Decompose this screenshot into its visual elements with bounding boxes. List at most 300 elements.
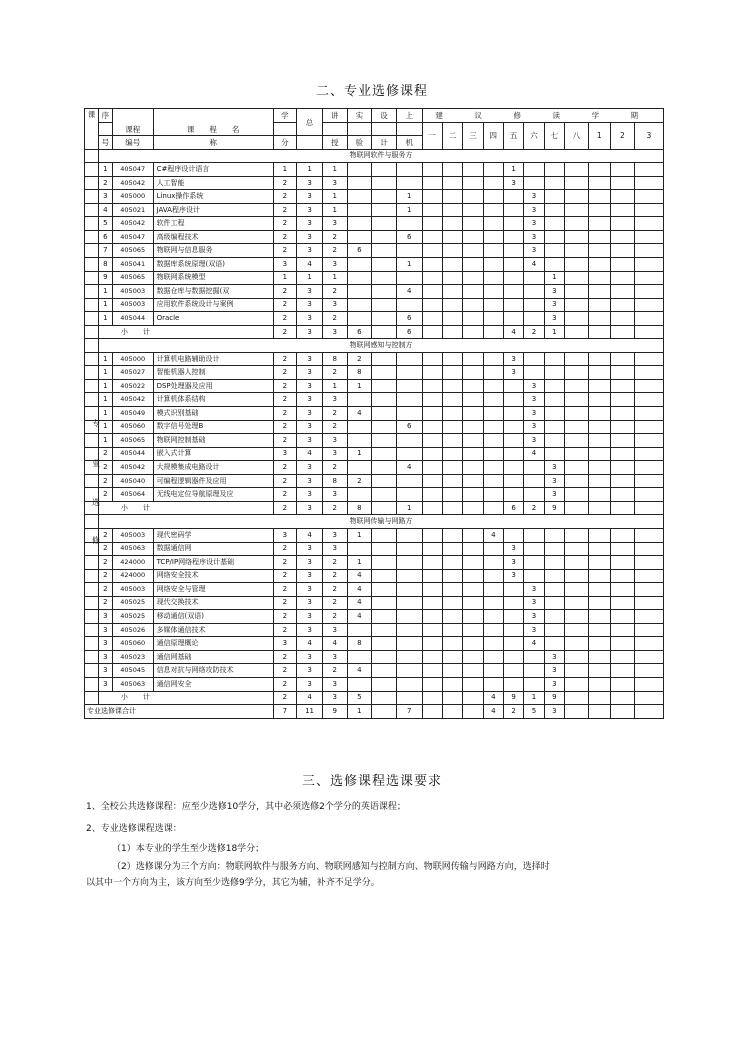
table-row xyxy=(85,583,664,597)
table-row xyxy=(85,407,664,421)
value-cell xyxy=(442,705,462,719)
value-cell xyxy=(347,176,372,190)
value-cell: 2 xyxy=(322,583,347,597)
value-cell xyxy=(396,691,422,705)
value-cell xyxy=(634,190,663,204)
value-cell: 3 xyxy=(273,637,297,651)
header-category: 课 xyxy=(85,109,99,150)
value-cell xyxy=(463,556,483,570)
course-code: 405065 xyxy=(112,271,153,285)
course-name: 人工智能 xyxy=(153,176,273,190)
value-cell xyxy=(483,677,503,691)
value-cell xyxy=(442,596,462,610)
value-cell xyxy=(588,691,611,705)
value-cell xyxy=(347,298,372,312)
value-cell xyxy=(463,298,483,312)
grand-total-row xyxy=(85,705,664,719)
value-cell: 4 xyxy=(483,691,503,705)
value-cell: 3 xyxy=(273,447,297,461)
value-cell: 2 xyxy=(273,190,297,204)
course-name: 通信原理概论 xyxy=(153,637,273,651)
category-cell xyxy=(85,190,99,204)
value-cell xyxy=(588,664,611,678)
value-cell xyxy=(611,488,635,502)
value-cell xyxy=(611,203,635,217)
value-cell: 3 xyxy=(297,298,323,312)
value-cell: 1 xyxy=(273,271,297,285)
value-cell: 2 xyxy=(524,501,544,515)
value-cell xyxy=(544,637,564,651)
value-cell: 8 xyxy=(322,352,347,366)
value-cell xyxy=(463,271,483,285)
table-row xyxy=(85,474,664,488)
value-cell: 3 xyxy=(322,258,347,272)
value-cell xyxy=(565,407,589,421)
value-cell xyxy=(372,474,397,488)
section-3-title: 三、选修课程选课要求 xyxy=(301,774,442,789)
seq-cell: 1 xyxy=(98,379,112,393)
header-semester: 七 xyxy=(544,122,564,149)
value-cell: 3 xyxy=(524,596,544,610)
course-code: 405003 xyxy=(112,583,153,597)
value-cell: 3 xyxy=(544,705,564,719)
value-cell xyxy=(544,610,564,624)
header-computer-bottom: 机 xyxy=(396,136,422,150)
course-code: 405025 xyxy=(112,610,153,624)
value-cell: 1 xyxy=(347,705,372,719)
value-cell xyxy=(565,569,589,583)
value-cell xyxy=(588,258,611,272)
seq-cell: 1 xyxy=(98,352,112,366)
value-cell xyxy=(396,366,422,380)
table-row xyxy=(85,244,664,258)
table-row xyxy=(85,596,664,610)
value-cell: 3 xyxy=(297,393,323,407)
value-cell: 3 xyxy=(524,610,544,624)
course-code: 405065 xyxy=(112,244,153,258)
category-cell xyxy=(85,176,99,190)
value-cell xyxy=(463,176,483,190)
value-cell xyxy=(442,556,462,570)
table-row xyxy=(85,420,664,434)
value-cell xyxy=(483,637,503,651)
value-cell: 3 xyxy=(322,623,347,637)
category-cell xyxy=(85,203,99,217)
value-cell: 2 xyxy=(322,556,347,570)
value-cell xyxy=(565,705,589,719)
value-cell: 2 xyxy=(273,461,297,475)
value-cell: 2 xyxy=(273,298,297,312)
value-cell xyxy=(483,203,503,217)
value-cell xyxy=(544,393,564,407)
course-name: TCP/IP网络程序设计基础 xyxy=(153,556,273,570)
value-cell: 1 xyxy=(396,501,422,515)
category-cell xyxy=(85,217,99,231)
value-cell: 6 xyxy=(347,325,372,339)
value-cell xyxy=(422,420,442,434)
value-cell xyxy=(483,583,503,597)
value-cell xyxy=(463,474,483,488)
header-total: 总 xyxy=(297,109,323,136)
seq-cell: 1 xyxy=(98,407,112,421)
value-cell xyxy=(588,705,611,719)
value-cell xyxy=(483,352,503,366)
value-cell xyxy=(611,501,635,515)
value-cell xyxy=(347,258,372,272)
value-cell: 3 xyxy=(322,325,347,339)
value-cell xyxy=(422,407,442,421)
value-cell: 3 xyxy=(503,176,523,190)
value-cell xyxy=(634,488,663,502)
value-cell: 1 xyxy=(544,325,564,339)
value-cell: 4 xyxy=(483,705,503,719)
value-cell: 3 xyxy=(322,217,347,231)
subtotal-label: 小 计 xyxy=(98,325,273,339)
value-cell xyxy=(588,285,611,299)
table-row xyxy=(85,258,664,272)
value-cell: 2 xyxy=(273,176,297,190)
value-cell xyxy=(422,190,442,204)
value-cell xyxy=(422,379,442,393)
seq-cell: 9 xyxy=(98,271,112,285)
value-cell: 2 xyxy=(273,501,297,515)
value-cell xyxy=(611,230,635,244)
value-cell xyxy=(611,583,635,597)
value-cell: 2 xyxy=(273,244,297,258)
table-row xyxy=(85,650,664,664)
value-cell xyxy=(372,366,397,380)
course-name: 网络安全技术 xyxy=(153,569,273,583)
category-label-char: 业 xyxy=(92,459,100,468)
value-cell xyxy=(588,501,611,515)
value-cell xyxy=(372,637,397,651)
value-cell xyxy=(503,420,523,434)
header-name: 课 程 名 xyxy=(153,109,273,136)
category-cell xyxy=(85,258,99,272)
seq-cell: 3 xyxy=(98,610,112,624)
value-cell xyxy=(588,623,611,637)
value-cell xyxy=(372,217,397,231)
value-cell: 2 xyxy=(273,217,297,231)
category-cell xyxy=(85,474,99,488)
value-cell xyxy=(483,501,503,515)
value-cell: 2 xyxy=(503,705,523,719)
value-cell xyxy=(396,569,422,583)
value-cell: 2 xyxy=(273,366,297,380)
value-cell xyxy=(524,271,544,285)
header-lecture-bottom: 授 xyxy=(322,136,347,150)
value-cell xyxy=(483,190,503,204)
course-name: 通信网基础 xyxy=(153,650,273,664)
value-cell xyxy=(611,285,635,299)
table-row xyxy=(85,163,664,177)
value-cell xyxy=(544,583,564,597)
value-cell xyxy=(422,637,442,651)
value-cell xyxy=(483,325,503,339)
value-cell: 9 xyxy=(544,501,564,515)
value-cell xyxy=(565,596,589,610)
value-cell xyxy=(503,623,523,637)
value-cell: 3 xyxy=(524,407,544,421)
value-cell xyxy=(463,705,483,719)
category-cell xyxy=(85,339,99,353)
value-cell: 2 xyxy=(273,203,297,217)
value-cell xyxy=(442,488,462,502)
value-cell xyxy=(396,163,422,177)
value-cell xyxy=(524,488,544,502)
value-cell xyxy=(544,407,564,421)
value-cell xyxy=(588,583,611,597)
value-cell xyxy=(463,542,483,556)
value-cell xyxy=(565,610,589,624)
value-cell: 4 xyxy=(347,407,372,421)
value-cell xyxy=(588,677,611,691)
value-cell xyxy=(422,312,442,326)
value-cell xyxy=(372,542,397,556)
value-cell xyxy=(565,447,589,461)
value-cell: 3 xyxy=(322,393,347,407)
value-cell: 2 xyxy=(273,407,297,421)
value-cell xyxy=(503,583,523,597)
value-cell xyxy=(634,420,663,434)
value-cell xyxy=(503,488,523,502)
value-cell xyxy=(634,583,663,597)
value-cell: 8 xyxy=(322,474,347,488)
value-cell xyxy=(483,176,503,190)
value-cell xyxy=(442,271,462,285)
value-cell xyxy=(503,230,523,244)
seq-cell: 2 xyxy=(98,488,112,502)
value-cell xyxy=(463,664,483,678)
category-cell xyxy=(85,583,99,597)
value-cell xyxy=(611,691,635,705)
course-code: 405042 xyxy=(112,176,153,190)
value-cell xyxy=(503,407,523,421)
value-cell xyxy=(396,298,422,312)
course-name: JAVA程序设计 xyxy=(153,203,273,217)
value-cell xyxy=(372,528,397,542)
value-cell xyxy=(347,190,372,204)
value-cell xyxy=(503,447,523,461)
seq-cell: 2 xyxy=(98,461,112,475)
value-cell: 2 xyxy=(273,325,297,339)
value-cell: 3 xyxy=(297,407,323,421)
value-cell xyxy=(588,434,611,448)
section-header-row xyxy=(85,149,664,163)
section-header-row xyxy=(85,515,664,529)
value-cell: 4 xyxy=(347,583,372,597)
value-cell: 3 xyxy=(297,190,323,204)
value-cell xyxy=(588,244,611,258)
value-cell xyxy=(588,650,611,664)
value-cell xyxy=(524,677,544,691)
value-cell xyxy=(634,230,663,244)
course-name: 数据通信网 xyxy=(153,542,273,556)
course-code: 405003 xyxy=(112,298,153,312)
value-cell: 3 xyxy=(297,285,323,299)
category-cell xyxy=(85,610,99,624)
header-semester: 二 xyxy=(442,122,462,149)
table-row xyxy=(85,176,664,190)
course-code: 405042 xyxy=(112,393,153,407)
value-cell xyxy=(483,650,503,664)
seq-cell: 3 xyxy=(98,623,112,637)
value-cell: 1 xyxy=(297,271,323,285)
value-cell xyxy=(396,407,422,421)
value-cell: 2 xyxy=(322,664,347,678)
value-cell xyxy=(503,650,523,664)
value-cell xyxy=(565,434,589,448)
header-semester-group: 建 议 修 读 学 期 xyxy=(422,109,663,123)
category-cell xyxy=(85,393,99,407)
value-cell xyxy=(634,637,663,651)
value-cell: 3 xyxy=(322,176,347,190)
value-cell xyxy=(524,285,544,299)
value-cell xyxy=(396,596,422,610)
value-cell xyxy=(442,312,462,326)
header-lab: 实 xyxy=(347,109,372,123)
header-lab-mid xyxy=(347,122,372,136)
course-code: 405022 xyxy=(112,379,153,393)
value-cell xyxy=(565,623,589,637)
value-cell xyxy=(634,474,663,488)
value-cell xyxy=(544,163,564,177)
value-cell xyxy=(611,447,635,461)
table-row xyxy=(85,664,664,678)
value-cell xyxy=(396,352,422,366)
value-cell xyxy=(503,637,523,651)
value-cell xyxy=(442,610,462,624)
value-cell xyxy=(483,271,503,285)
table-row xyxy=(85,379,664,393)
value-cell xyxy=(463,230,483,244)
value-cell: 3 xyxy=(297,244,323,258)
value-cell xyxy=(503,434,523,448)
value-cell xyxy=(372,393,397,407)
category-label-char: 修 xyxy=(92,536,100,545)
seq-cell: 7 xyxy=(98,244,112,258)
value-cell xyxy=(372,190,397,204)
value-cell xyxy=(565,379,589,393)
value-cell xyxy=(588,163,611,177)
header-semester: 五 xyxy=(503,122,523,149)
value-cell: 3 xyxy=(297,461,323,475)
value-cell xyxy=(588,447,611,461)
seq-cell: 3 xyxy=(98,677,112,691)
value-cell xyxy=(588,366,611,380)
value-cell xyxy=(463,637,483,651)
value-cell xyxy=(442,258,462,272)
value-cell xyxy=(565,176,589,190)
value-cell: 3 xyxy=(273,528,297,542)
value-cell: 3 xyxy=(297,623,323,637)
value-cell xyxy=(588,312,611,326)
value-cell: 3 xyxy=(544,664,564,678)
value-cell xyxy=(396,217,422,231)
value-cell xyxy=(503,393,523,407)
value-cell xyxy=(442,420,462,434)
value-cell xyxy=(422,569,442,583)
value-cell xyxy=(611,637,635,651)
value-cell xyxy=(503,596,523,610)
value-cell xyxy=(565,230,589,244)
value-cell xyxy=(442,542,462,556)
header-design-mid xyxy=(372,122,397,136)
category-cell xyxy=(85,677,99,691)
value-cell xyxy=(565,677,589,691)
value-cell: 4 xyxy=(503,325,523,339)
value-cell xyxy=(422,528,442,542)
value-cell: 2 xyxy=(347,352,372,366)
table-row xyxy=(85,528,664,542)
header-semester: 3 xyxy=(634,122,663,149)
value-cell xyxy=(611,258,635,272)
value-cell xyxy=(396,434,422,448)
seq-cell: 3 xyxy=(98,637,112,651)
category-cell xyxy=(85,650,99,664)
value-cell xyxy=(483,556,503,570)
value-cell: 2 xyxy=(322,407,347,421)
value-cell: 8 xyxy=(347,637,372,651)
value-cell: 1 xyxy=(322,379,347,393)
value-cell xyxy=(396,556,422,570)
value-cell xyxy=(442,325,462,339)
value-cell xyxy=(503,285,523,299)
section-title: 物联网传输与网路方 xyxy=(98,515,663,529)
header-semester: 四 xyxy=(483,122,503,149)
value-cell xyxy=(463,190,483,204)
value-cell xyxy=(634,379,663,393)
course-code: 405021 xyxy=(112,203,153,217)
value-cell xyxy=(372,650,397,664)
course-name: 现代交换技术 xyxy=(153,596,273,610)
value-cell xyxy=(634,244,663,258)
value-cell: 2 xyxy=(273,664,297,678)
value-cell xyxy=(442,203,462,217)
value-cell xyxy=(634,407,663,421)
requirement-2-2: （2）选修课分为三个方向：物联网软件与服务方向、物联网感知与控制方向、物联网传输与网路方向，选择时 xyxy=(112,862,550,872)
value-cell xyxy=(634,203,663,217)
category-cell xyxy=(85,569,99,583)
value-cell: 3 xyxy=(524,190,544,204)
value-cell xyxy=(483,312,503,326)
value-cell xyxy=(442,461,462,475)
course-code: 405044 xyxy=(112,312,153,326)
value-cell: 3 xyxy=(524,244,544,258)
value-cell xyxy=(483,393,503,407)
seq-cell: 1 xyxy=(98,163,112,177)
value-cell xyxy=(483,420,503,434)
value-cell xyxy=(611,407,635,421)
grand-total-label: 专业选修课合计 xyxy=(85,705,274,719)
seq-cell: 2 xyxy=(98,569,112,583)
course-name: 模式识别基础 xyxy=(153,407,273,421)
value-cell xyxy=(422,677,442,691)
table-row xyxy=(85,677,664,691)
header-computer-mid xyxy=(396,122,422,136)
value-cell xyxy=(634,393,663,407)
value-cell xyxy=(634,623,663,637)
value-cell: 4 xyxy=(297,447,323,461)
course-name: 物联网与信息服务 xyxy=(153,244,273,258)
value-cell: 3 xyxy=(503,569,523,583)
value-cell xyxy=(524,163,544,177)
value-cell: 2 xyxy=(322,366,347,380)
value-cell xyxy=(503,271,523,285)
value-cell xyxy=(396,664,422,678)
course-code: 405000 xyxy=(112,352,153,366)
value-cell xyxy=(588,474,611,488)
